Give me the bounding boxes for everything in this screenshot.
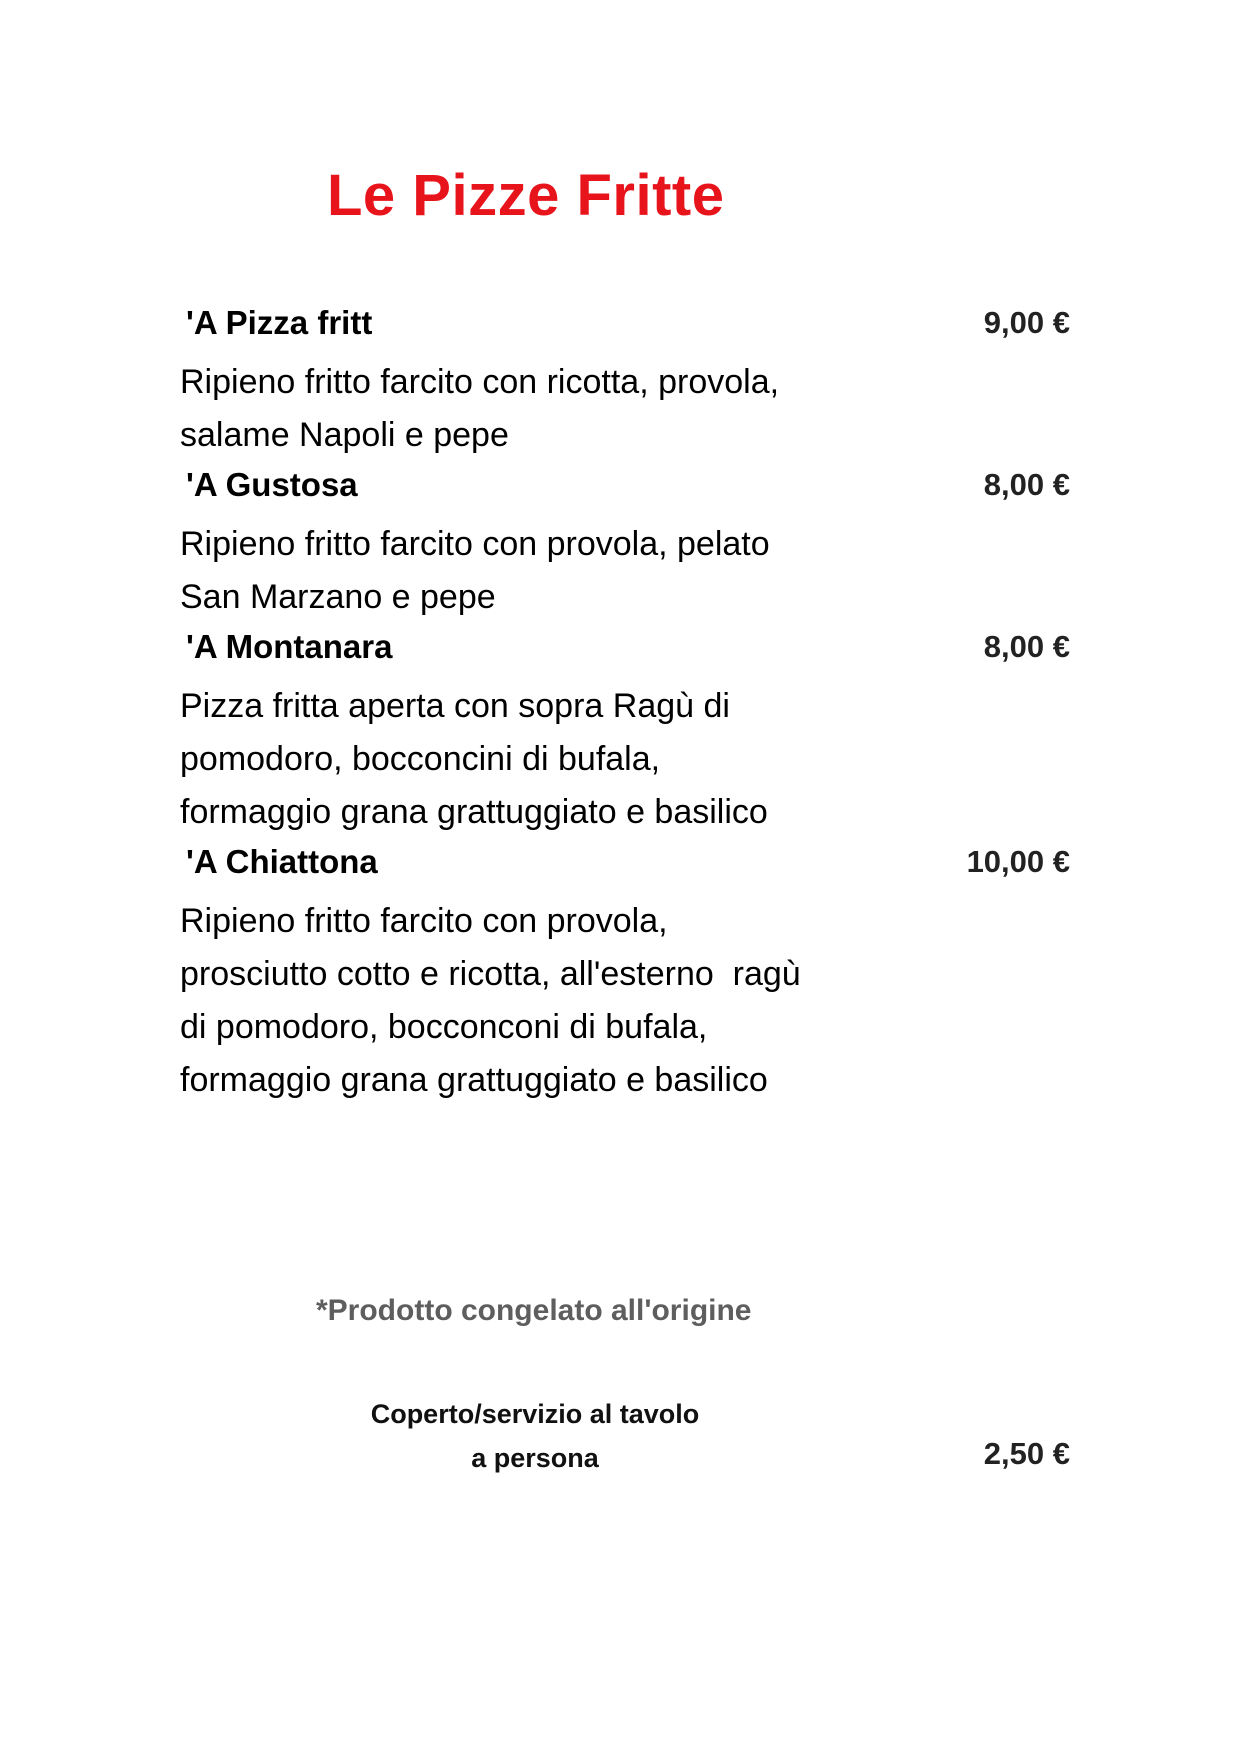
- description-line: di pomodoro, bocconconi di bufala,: [180, 1008, 708, 1046]
- menu-list: [180, 300, 1070, 1107]
- menu-item-price: 8,00 €: [983, 467, 1070, 502]
- menu-item-description: [180, 680, 940, 839]
- menu-item-name: 'A Chiattona: [186, 843, 378, 880]
- menu-item-price: 9,00 €: [983, 305, 1070, 340]
- description-line: San Marzano e pepe: [180, 578, 496, 616]
- description-line: Ripieno fritto farcito con ricotta, provola,: [180, 363, 780, 401]
- menu-item-price: 10,00 €: [966, 844, 1070, 879]
- description-line: Pizza fritta aperta con sopra Ragù di: [180, 687, 730, 725]
- description-line: prosciutto cotto e ricotta, all'esterno ragù: [180, 955, 801, 993]
- menu-item-header: [180, 462, 1070, 518]
- menu-title: Le Pizze Fritte: [327, 163, 725, 228]
- cover-charge-price: 2,50 €: [983, 1436, 1070, 1471]
- cover-charge-label: [300, 1392, 770, 1480]
- menu-item: [180, 624, 1070, 839]
- description-line: formaggio grana grattuggiato e basilico: [180, 1061, 768, 1099]
- menu-item-description: [180, 895, 940, 1107]
- description-line: salame Napoli e pepe: [180, 416, 509, 454]
- menu-item-description: [180, 356, 940, 462]
- description-line: Ripieno fritto farcito con provola,: [180, 902, 668, 940]
- description-line: Ripieno fritto farcito con provola, pelato: [180, 525, 770, 563]
- menu-item-name: 'A Gustosa: [186, 466, 358, 503]
- menu-item: [180, 462, 1070, 624]
- description-line: pomodoro, bocconcini di bufala,: [180, 740, 661, 778]
- frozen-product-note: *Prodotto congelato all'origine: [316, 1294, 752, 1327]
- menu-item-header: [180, 839, 1070, 895]
- menu-item: [180, 839, 1070, 1107]
- description-line: formaggio grana grattuggiato e basilico: [180, 793, 768, 831]
- cover-charge-line: Coperto/servizio al tavolo: [370, 1399, 700, 1429]
- menu-item-name: 'A Montanara: [186, 628, 393, 665]
- menu-item: [180, 300, 1070, 462]
- menu-item-header: [180, 624, 1070, 680]
- menu-item-price: 8,00 €: [983, 629, 1070, 664]
- cover-charge-line: a persona: [471, 1443, 599, 1473]
- menu-item-description: [180, 518, 940, 624]
- menu-item-name: 'A Pizza fritt: [186, 304, 373, 341]
- menu-item-header: [180, 300, 1070, 356]
